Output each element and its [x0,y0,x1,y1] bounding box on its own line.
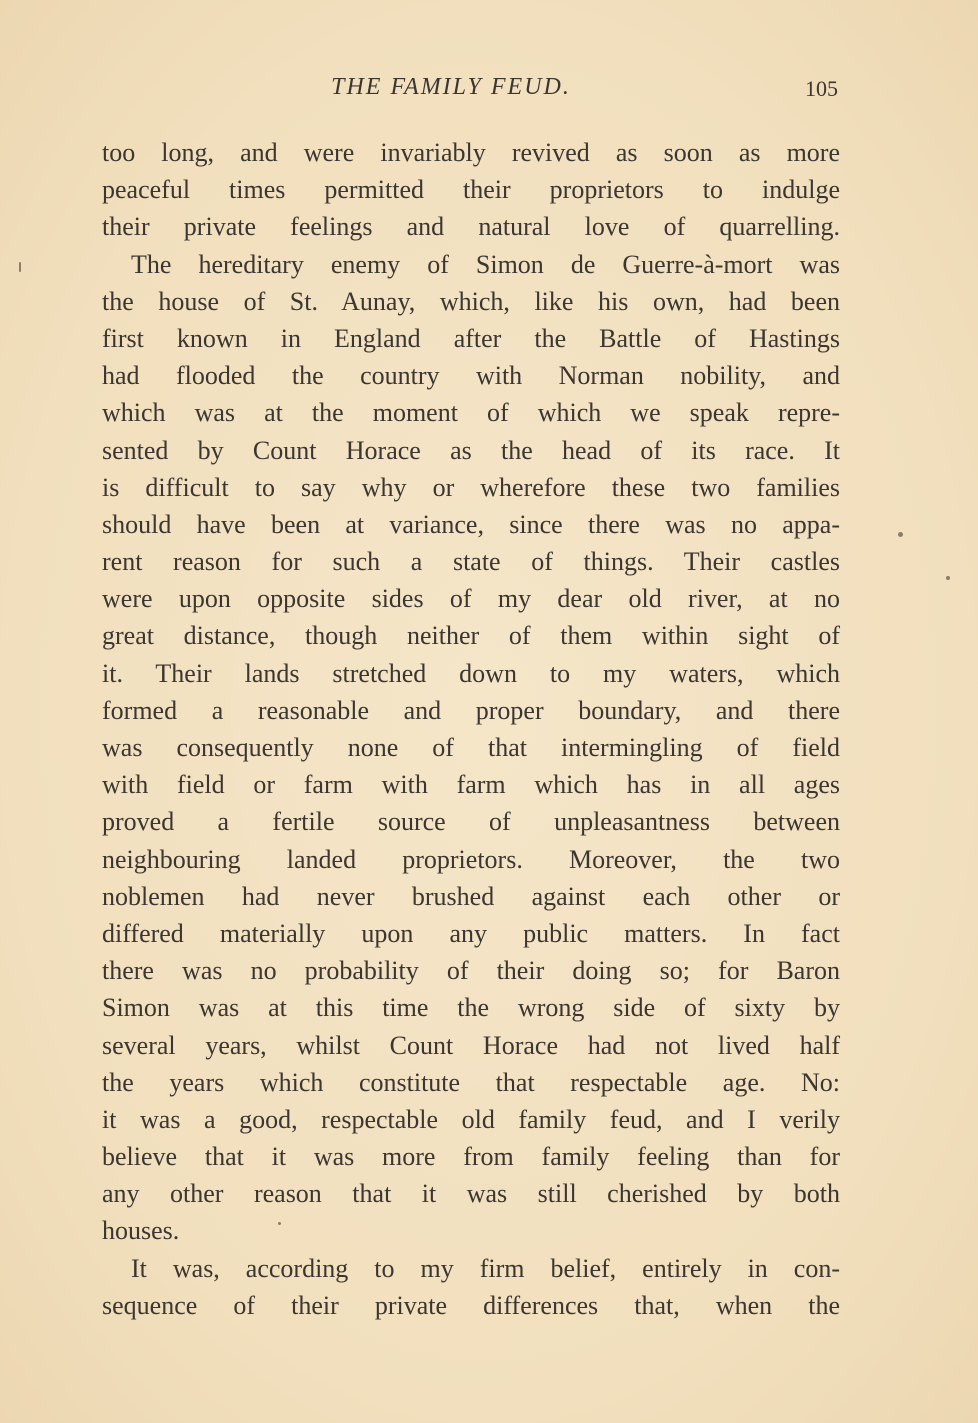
text-line: great distance, though neither of them within sight of [102,621,840,651]
text-line: any other reason that it was still cherished by both [102,1179,840,1209]
scan-speck [946,576,950,580]
text-line: it. Their lands stretched down to my waters, which [102,658,840,688]
text-line: several years, whilst Count Horace had not lived half [102,1030,840,1060]
text-line: the house of St. Aunay, which, like his own, had been [102,286,840,316]
text-line: their private feelings and natural love of quarrelling. [102,212,840,242]
text-line: The hereditary enemy of Simon de Guerre-à-mort was [131,249,840,279]
text-line: neighbouring landed proprietors. Moreover, the two [102,844,840,874]
text-line: peaceful times permitted their proprietors to indulge [102,175,840,205]
text-line: noblemen had never brushed against each other or [102,881,840,911]
scan-speck [898,532,903,537]
body-text [102,134,840,1324]
scan-speck [278,1222,281,1225]
text-line: it was a good, respectable old family feud, and I verily [102,1104,840,1134]
text-line: sequence of their private differences that, when the [102,1290,840,1320]
page-number: 105 [805,76,838,101]
text-line: should have been at variance, since there was no appa- [102,509,840,539]
text-line: first known in England after the Battle of Hastings [102,323,840,353]
text-line: was consequently none of that intermingling of field [102,733,840,762]
text-line: sented by Count Horace as the head of its race. It [102,435,840,465]
text-line: believe that it was more from family feeling than for [102,1142,840,1172]
text-line: were upon opposite sides of my dear old river, at no [102,584,840,614]
text-line: formed a reasonable and proper boundary, and there [102,695,840,725]
text-line: rent reason for such a state of things. Their castles [102,547,840,577]
text-line: there was no probability of their doing so; for Baron [102,956,840,986]
text-line: the years which constitute that respectable age. No: [102,1067,840,1097]
text-line: is difficult to say why or wherefore these two families [102,472,840,502]
running-head [102,74,840,108]
text-line: houses. [102,1216,180,1246]
text-line: proved a fertile source of unpleasantness between [102,807,840,837]
text-line: Simon was at this time the wrong side of sixty by [102,993,840,1023]
text-line: had flooded the country with Norman nobility, and [102,361,840,391]
text-line: which was at the moment of which we speak repre- [102,398,840,428]
text-line: differed materially upon any public matters. In fact [102,918,840,948]
chapter-title: THE FAMILY FEUD. [331,74,571,100]
text-line: with field or farm with farm which has in all ages [102,770,840,800]
text-line: too long, and were invariably revived as soon as more [102,138,840,167]
text-line: It was, according to my firm belief, entirely in con- [131,1253,840,1283]
scan-speck [19,262,21,272]
